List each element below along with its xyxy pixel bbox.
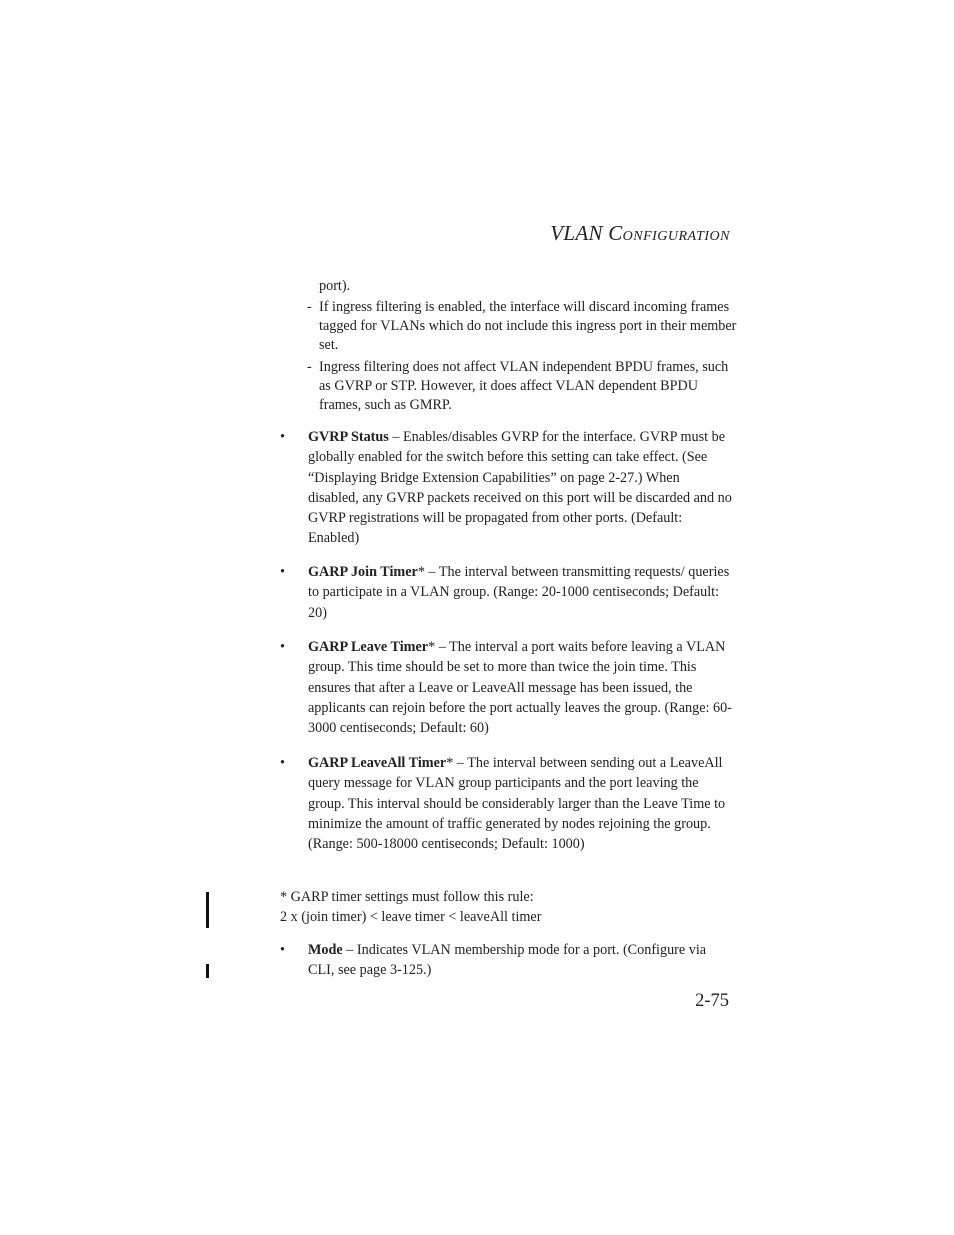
bullet-marker: • <box>280 755 285 771</box>
bullet-item-mode <box>280 940 732 981</box>
dash-marker: - <box>307 299 312 315</box>
bullet-marker: • <box>280 429 285 445</box>
bullet-item-garp-join-timer <box>280 562 732 623</box>
change-bar <box>206 964 209 978</box>
bullet-marker: • <box>280 942 285 958</box>
bullet-marker: • <box>280 639 285 655</box>
bullet-description: – Indicates VLAN membership mode for a port. (Configure via CLI, see page 3-125.) <box>308 942 707 979</box>
bullet-term: Mode <box>308 942 343 958</box>
bullet-term: GARP Leave Timer <box>308 639 429 655</box>
dash-item-text: If ingress filtering is enabled, the interface will discard incoming frames tagged for VLANs which do not include this ingress port in their member set. <box>319 299 737 353</box>
note-line-1: * GARP timer settings must follow this rule: <box>280 889 534 905</box>
bullet-term: GARP LeaveAll Timer <box>308 755 447 771</box>
change-bar <box>206 892 209 928</box>
bullet-term: GARP Join Timer <box>308 564 418 580</box>
continuation-text: port). <box>319 278 351 294</box>
running-header <box>550 221 730 246</box>
note-line-2: 2 x (join timer) < leave timer < leaveAll timer <box>280 908 542 925</box>
bullet-description: * – The interval a port waits before leaving a VLAN group. This time should be set to more than twice the join time. This ensures that after a Leave or LeaveAll message has been issued, the applicants can rejoin before the port actually leaves the group. (Range: 60-3000 centiseconds; Default: 60) <box>308 639 732 737</box>
bullet-range: (Range: 500-18000 centiseconds; Default: 1000) <box>308 836 585 853</box>
dash-list-item <box>307 298 737 355</box>
header-title-small-caps: ONFIGURATION <box>622 229 730 244</box>
bullet-description: – Enables/disables GVRP for the interface. GVRP must be globally enabled for the switch before this setting can take effect. (See “Displaying Bridge Extension Capabilities” on page 2-27.) When disabled, any GVRP packets received on this port will be discarded and no GVRP registrations will be propagated from other ports. (Default: Enabled) <box>308 429 732 547</box>
bullet-item-gvrp-status <box>280 427 732 549</box>
dash-list-item <box>307 358 737 415</box>
garp-timer-note <box>280 888 740 927</box>
bullet-item-garp-leaveall-timer <box>280 753 732 854</box>
bullet-term: GVRP Status <box>308 429 389 445</box>
bullet-item-garp-leave-timer <box>280 637 732 738</box>
header-title-main: VLAN C <box>550 221 623 245</box>
bullet-description: * – The interval between sending out a LeaveAll query message for VLAN group participants and the port leaving the group. This interval should be considerably larger than the Leave Time to minimize the amount of traffic generated by nodes rejoining the group. <box>308 755 726 832</box>
dash-item-text: Ingress filtering does not affect VLAN independent BPDU frames, such as GVRP or STP. However, it does affect VLAN dependent BPDU frames, such as GMRP. <box>319 359 729 413</box>
bullet-marker: • <box>280 564 285 580</box>
page-number: 2-75 <box>695 991 729 1011</box>
dash-marker: - <box>307 359 312 375</box>
bullet-description: * – The interval between transmitting requests/ queries to participate in a VLAN group. (Range: 20-1000 centiseconds; Default: 20) <box>308 564 730 621</box>
